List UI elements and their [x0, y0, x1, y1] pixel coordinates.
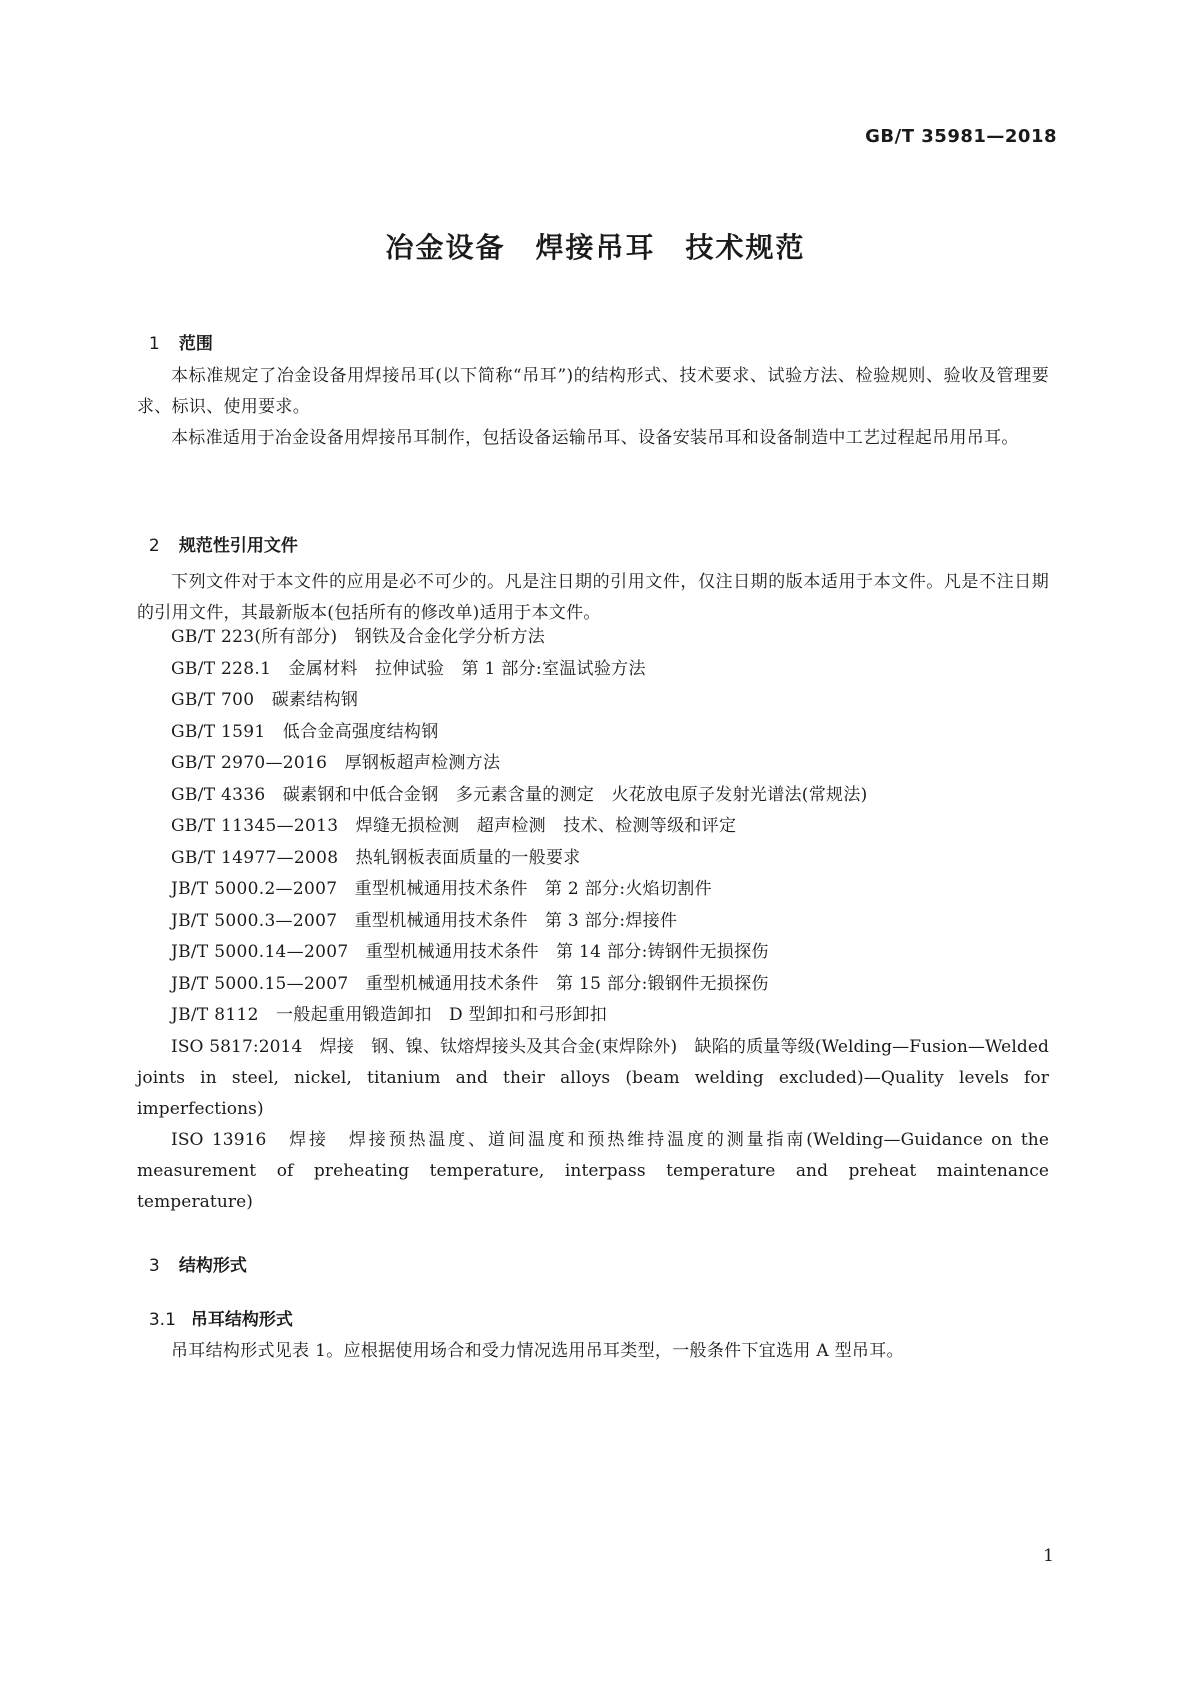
subsection-number: 3.1: [148, 1310, 176, 1330]
section-number: 2: [148, 536, 160, 556]
reference-item: ISO 5817:2014 焊接 钢、镍、钛熔焊接头及其合金(束焊除外) 缺陷的质量等级(Welding—Fusion—Welded joints in steel, nickel, titanium and their alloys (beam welding excluded)—Quality levels for imperfections): [137, 1036, 1049, 1119]
reference-item: GB/T 1591 低合金高强度结构钢: [171, 721, 439, 742]
section-title: 范围: [178, 334, 213, 354]
section-heading-structure: [137, 1231, 247, 1276]
paragraph: 本标准规定了冶金设备用焊接吊耳(以下简称“吊耳”)的结构形式、技术要求、试验方法、检验规则、验收及管理要求、标识、使用要求。: [137, 366, 1049, 417]
reference-item: JB/T 5000.3—2007 重型机械通用技术条件 第 3 部分:焊接件: [171, 910, 678, 931]
standard-code: GB/T 35981—2018: [865, 126, 1057, 147]
document-title: 冶金设备 焊接吊耳 技术规范: [385, 231, 806, 264]
reference-item: GB/T 700 碳素结构钢: [171, 690, 359, 710]
paragraph: 吊耳结构形式见表 1。应根据使用场合和受力情况选用吊耳类型，一般条件下宜选用 A 型吊耳。: [171, 1341, 904, 1361]
reference-item: GB/T 14977—2008 热轧钢板表面质量的一般要求: [171, 847, 581, 868]
paragraph: 本标准适用于冶金设备用焊接吊耳制作，包括设备运输吊耳、设备安装吊耳和设备制造中工艺过程起吊用吊耳。: [171, 428, 1019, 448]
reference-item: JB/T 5000.2—2007 重型机械通用技术条件 第 2 部分:火焰切割件: [171, 879, 712, 899]
reference-item: GB/T 4336 碳素钢和中低合金钢 多元素含量的测定 火花放电原子发射光谱法(常规法): [171, 784, 868, 805]
reference-item: JB/T 5000.15—2007 重型机械通用技术条件 第 15 部分:锻钢件无损探伤: [171, 973, 769, 994]
page-number: 1: [1043, 1546, 1054, 1566]
paragraph: 下列文件对于本文件的应用是必不可少的。凡是注日期的引用文件，仅注日期的版本适用于本文件。凡是不注日期的引用文件，其最新版本(包括所有的修改单)适用于本文件。: [137, 572, 1049, 623]
reference-list: [137, 622, 1049, 1218]
reference-item: GB/T 2970—2016 厚钢板超声检测方法: [171, 753, 501, 773]
section-number: 3: [148, 1256, 160, 1276]
reference-item: JB/T 5000.14—2007 重型机械通用技术条件 第 14 部分:铸钢件无损探伤: [171, 942, 769, 962]
section-title: 结构形式: [178, 1256, 247, 1276]
section-heading-normative-references: [137, 511, 298, 556]
reference-item: GB/T 11345—2013 焊缝无损检测 超声检测 技术、检测等级和评定: [171, 816, 737, 836]
reference-item: GB/T 228.1 金属材料 拉伸试验 第 1 部分:室温试验方法: [171, 658, 646, 679]
subsection-title: 吊耳结构形式: [190, 1310, 293, 1330]
reference-item: ISO 13916 焊接 焊接预热温度、道间温度和预热维持温度的测量指南(Welding—Guidance on the measurement of preheating temperature, interpass temperature and preheat maintenance temperature): [137, 1129, 1049, 1212]
section-heading-scope: [137, 309, 213, 354]
section-title: 规范性引用文件: [178, 536, 298, 556]
reference-item: GB/T 223(所有部分) 钢铁及合金化学分析方法: [171, 627, 546, 647]
reference-item: JB/T 8112 一般起重用锻造卸扣 D 型卸扣和弓形卸扣: [171, 1005, 608, 1025]
section-number: 1: [148, 334, 160, 354]
subsection-heading-lifting-lug-structure: [137, 1285, 293, 1330]
